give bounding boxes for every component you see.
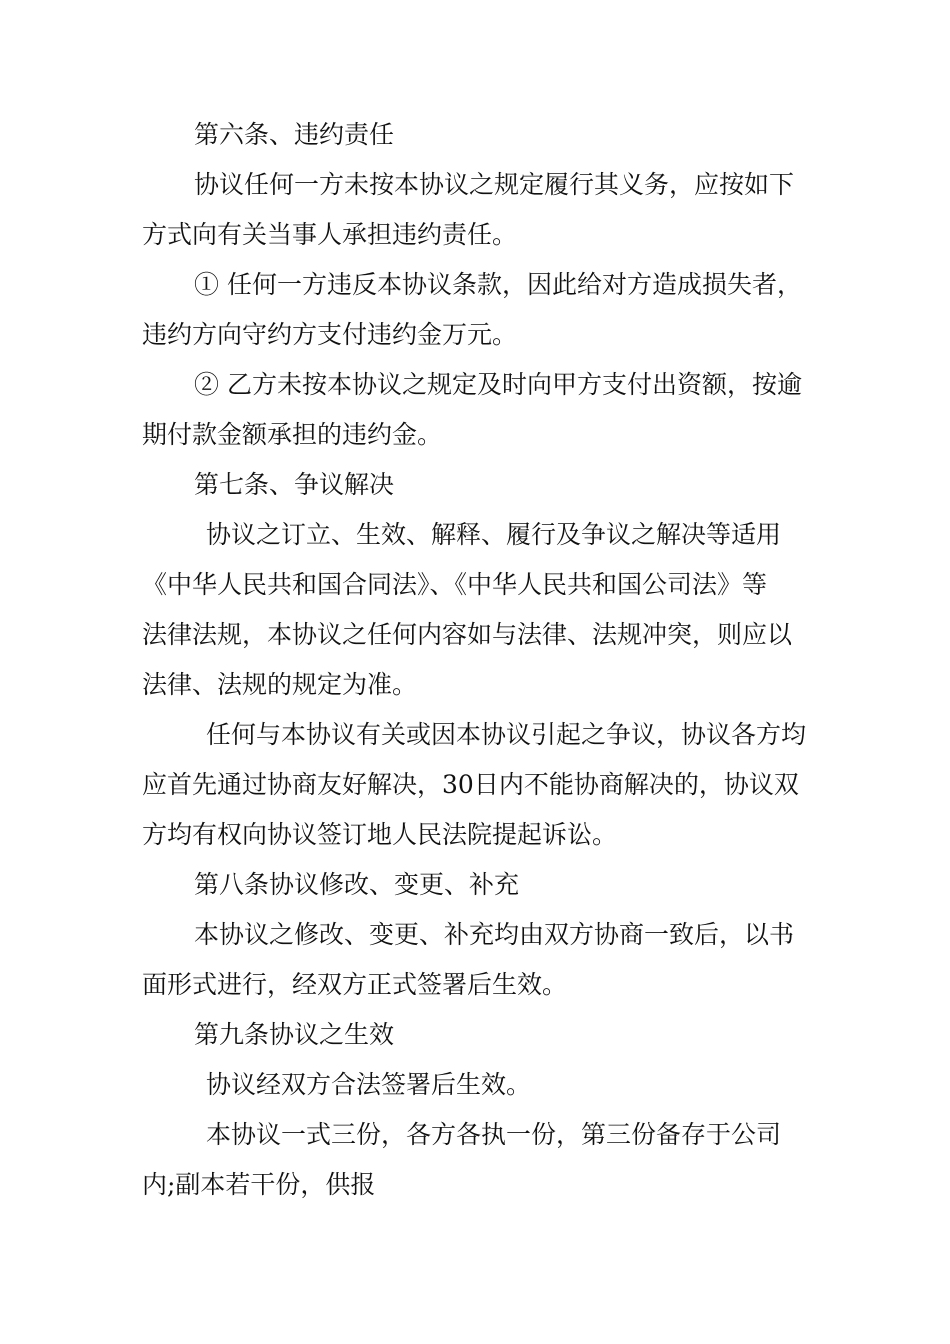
document-body <box>142 110 822 1210</box>
paragraph-line: 应首先通过协商友好解决，30日内不能协商解决的，协议双 <box>142 770 799 799</box>
paragraph-line: 内;副本若干份，供报 <box>142 1170 376 1199</box>
heading-article-6: 第六条、违约责任 <box>194 120 395 149</box>
paragraph-line: 《中华人民共和国合同法》、《中华人民共和国公司法》等 <box>142 570 768 599</box>
heading-article-7: 第七条、争议解决 <box>194 470 395 499</box>
paragraph-line: 本协议之修改、变更、补充均由双方协商一致后，以书 <box>194 920 795 949</box>
paragraph-line: 任何与本协议有关或因本协议引起之争议，协议各方均 <box>206 720 807 749</box>
paragraph-line: 方均有权向协议签订地人民法院提起诉讼。 <box>142 820 618 849</box>
paragraph-line: 协议经双方合法签署后生效。 <box>206 1070 532 1099</box>
paragraph-line: 法律、法规的规定为准。 <box>142 670 418 699</box>
paragraph-line: 违约方向守约方支付违约金万元。 <box>142 320 518 349</box>
paragraph-line: 协议任何一方未按本协议之规定履行其义务，应按如下 <box>194 170 795 199</box>
paragraph-line: 面形式进行，经双方正式签署后生效。 <box>142 970 568 999</box>
heading-article-9: 第九条协议之生效 <box>194 1020 395 1049</box>
list-item-1: ① 任何一方违反本协议条款，因此给对方造成损失者， <box>194 270 802 299</box>
paragraph-line: 协议之订立、生效、解释、履行及争议之解决等适用 <box>206 520 782 549</box>
paragraph-line: 法律法规，本协议之任何内容如与法律、法规冲突，则应以 <box>142 620 793 649</box>
paragraph-line: 本协议一式三份，各方各执一份，第三份备存于公司 <box>206 1120 782 1149</box>
heading-article-8: 第八条协议修改、变更、补充 <box>194 870 520 899</box>
paragraph-line: 期付款金额承担的违约金。 <box>142 420 443 449</box>
list-item-2: ② 乙方未按本协议之规定及时向甲方支付出资额，按逾 <box>194 370 802 399</box>
paragraph-line: 方式向有关当事人承担违约责任。 <box>142 220 518 249</box>
